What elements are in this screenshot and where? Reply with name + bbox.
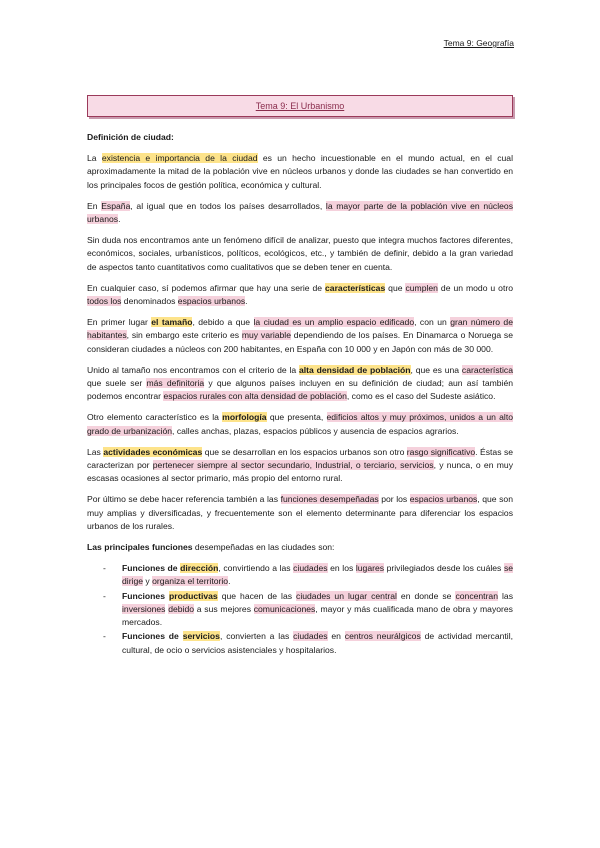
list-dash: - — [103, 563, 106, 574]
highlight: concentran — [455, 590, 498, 601]
highlight: ciudades — [293, 631, 328, 642]
highlight: espacios urbanos — [409, 494, 478, 505]
highlight: ciudades un lugar central — [296, 590, 397, 601]
highlight: actividades económicas — [103, 446, 203, 457]
paragraph-3: Sin duda nos encontramos ante un fenómeno difícil de analizar, puesto que integra muchos factores diferentes, económicos, sociales, urbanísticos, políticos, ecológicos, etc., y también de definir, debido a la gran variedad de aspectos tanto cuantitativos como cualitativos que se deben tener en cuenta. — [87, 235, 513, 272]
highlight: muy variable — [241, 330, 291, 341]
highlight: centros neurálgicos — [344, 631, 421, 642]
highlight: servicios — [182, 631, 220, 642]
section-heading: Definición de ciudad: — [87, 132, 174, 142]
list-dash: - — [103, 590, 106, 601]
functions-list — [87, 562, 513, 656]
highlight: lugares — [355, 563, 385, 574]
highlight: dirección — [180, 563, 219, 574]
list-dash: - — [103, 631, 106, 642]
highlight: más definitoria — [146, 378, 205, 389]
paragraph-4: En cualquier caso, sí podemos afirmar que hay una serie de características que cumplen de un modo u otro todos los denominados espacios urbanos. — [87, 282, 513, 307]
highlight: morfología — [222, 412, 267, 423]
paragraph-6: Unido al tamaño nos encontramos con el criterio de la alta densidad de población, que es una característica que suele ser más definitoria y que algunos países incluyen en su definición de ciudad; aun así también podemos encontrar espacios rurales con alta densidad de población, como es el caso del Sudeste asiático. — [87, 364, 514, 402]
highlight: productivas — [168, 590, 218, 601]
list-item: - Funciones productivas que hacen de las ciudades un lugar central en donde se concentran las inversiones debido a sus mejores comunicaciones, mayor y más cualificada mano de obra y mayores mercados. — [103, 590, 513, 628]
highlight: ciudades — [293, 563, 328, 574]
highlight: la ciudad es un amplio espacio edificado — [253, 317, 415, 328]
highlight: el tamaño — [151, 317, 193, 328]
list-item: - Funciones de dirección, convirtiendo a las ciudades en los lugares privilegiados desde los cuáles se dirige y organiza el territorio. — [103, 563, 514, 587]
highlight: características — [325, 282, 386, 293]
highlight: espacios urbanos — [177, 296, 246, 307]
highlight: la mayor parte de la población vive en núcleos urbanos — [87, 200, 513, 225]
highlight: cumplen — [405, 282, 438, 293]
highlight: todos los — [87, 296, 122, 307]
highlight: inversiones — [122, 603, 166, 614]
highlight: funciones desempeñadas — [280, 494, 379, 505]
highlight: comunicaciones — [253, 603, 316, 614]
highlight: debido — [168, 603, 195, 614]
document-body — [87, 131, 513, 658]
highlight: organiza el territorio — [152, 576, 229, 587]
highlight: pertenecer siempre al sector secundario, Industrial, o terciario, servicios — [152, 460, 434, 471]
highlight: se dirige — [122, 563, 514, 587]
paragraph-5: En primer lugar el tamaño, debido a que la ciudad es un amplio espacio edificado, con un gran número de habitantes, sin embargo este criterio es muy variable dependiendo de los países. En Dinamarca o Noruega se consideran ciudades a núcleos con 200 habitantes, en España con 10 000 y en Japón con más de 30 000. — [87, 317, 514, 354]
highlight: alta densidad de población — [298, 364, 411, 375]
highlight: gran número de habitantes — [87, 317, 513, 341]
highlight: existencia e importancia de la ciudad — [101, 153, 258, 164]
paragraph-8: Las actividades económicas que se desarrollan en los espacios urbanos son otro rasgo significativo. Éstas se caracterizan por pertenecer siempre al sector secundario, Industrial, o terciario, servicios, y nunca, o en muy escasas ocasiones al sector primario, más propio del entorno rural. — [87, 446, 514, 484]
highlight: característica — [461, 364, 513, 375]
list-item: - Funciones de servicios, convierten a las ciudades en centros neurálgicos de actividad mercantil, cultural, de ocio o servicios asistenciales y hospitalarios. — [103, 631, 514, 655]
highlight: rasgo significativo — [406, 446, 476, 457]
highlight: espacios rurales con alta densidad de población — [163, 391, 347, 402]
paragraph-9: Por último se debe hacer referencia también a las funciones desempeñadas por los espacios urbanos, que son muy amplias y diversificadas, y frecuentemente son el elemento determinante para diferenciar los espacios urbanos de los rurales. — [87, 494, 513, 531]
paragraph-10: Las principales funciones desempeñadas en las ciudades son: — [87, 542, 335, 553]
page-header: Tema 9: Geografía — [443, 38, 514, 48]
paragraph-2: En España, al igual que en todos los países desarrollados, la mayor parte de la población vive en núcleos urbanos. — [87, 200, 513, 225]
highlight: edificios altos y muy próximos, unidos a un alto grado de urbanización — [87, 412, 513, 436]
paragraph-7: Otro elemento característico es la morfología que presenta, edificios altos y muy próximos, unidos a un alto grado de urbanización, calles anchas, plazas, espacios públicos y ausencia de espacios agrarios. — [87, 412, 513, 436]
document-title: Tema 9: El Urbanismo — [255, 101, 345, 111]
paragraph-1: La existencia e importancia de la ciudad es un hecho incuestionable en el mundo actual, en el cual aproximadamente la mitad de la población vive en núcleos urbanos y donde las ciudades se han convertido en los principales focos de gestión política, económica y cultural. — [87, 153, 513, 190]
highlight: España — [101, 200, 131, 211]
title-box — [87, 95, 513, 117]
